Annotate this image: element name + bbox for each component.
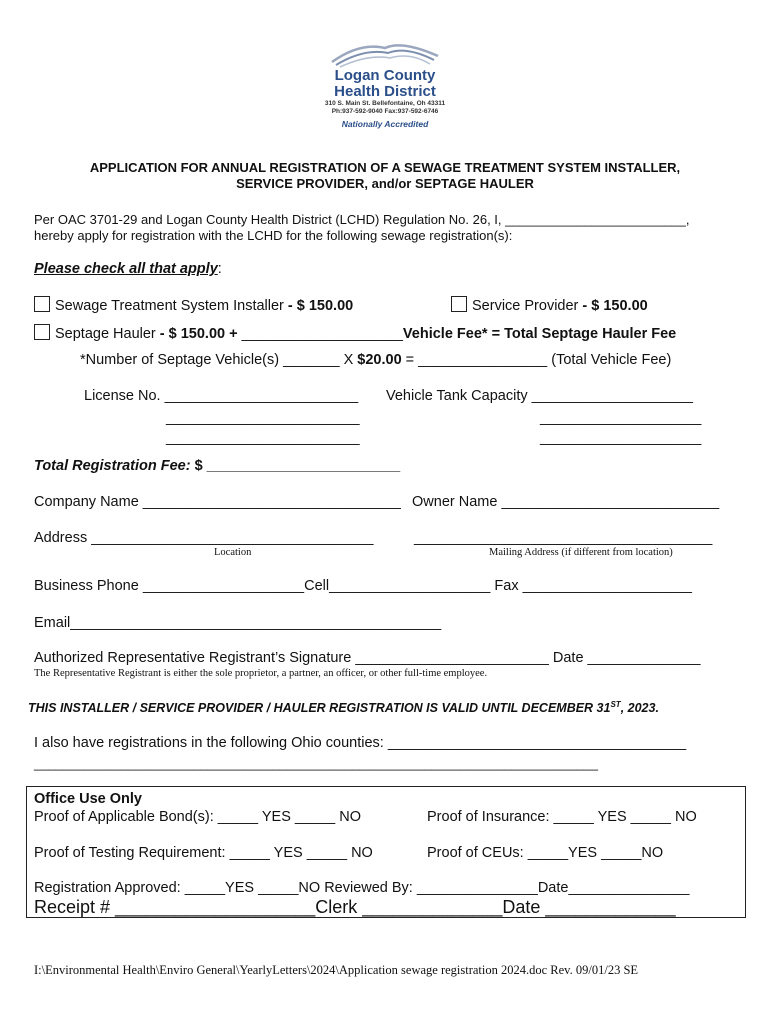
logo-address: 310 S. Main St. Bellefontaine, Oh 43311 bbox=[324, 100, 446, 107]
signature-note: The Representative Registrant is either the sole proprietor, a partner, an officer, or other full-time employee. bbox=[34, 668, 488, 679]
tank-capacity-field[interactable]: Vehicle Tank Capacity ____________________ bbox=[386, 388, 693, 404]
service-provider-option[interactable] bbox=[451, 296, 648, 314]
other-counties-field[interactable]: I also have registrations in the following Ohio counties: _____________________________________ bbox=[34, 735, 687, 751]
hauler-vehicle-fee-blank[interactable]: ____________________ bbox=[241, 326, 403, 342]
email-field[interactable]: Email______________________________________________ bbox=[34, 615, 442, 631]
other-counties-blank2[interactable]: ______________________________________________________________________________ bbox=[34, 756, 598, 771]
service-provider-fee: - $ 150.00 bbox=[578, 298, 648, 314]
tank-capacity-blank2[interactable]: ____________________ bbox=[540, 410, 702, 426]
logo-accreditation: Nationally Accredited bbox=[341, 119, 429, 129]
logo-name-line1: Logan County bbox=[334, 67, 436, 84]
registration-approved-field[interactable]: Registration Approved: _____YES _____NO Reviewed By: _______________Date_______________ bbox=[34, 880, 690, 896]
service-provider-checkbox[interactable] bbox=[451, 296, 467, 312]
form-title-line1: APPLICATION FOR ANNUAL REGISTRATION OF A SEWAGE TREATMENT SYSTEM INSTALLER, bbox=[89, 160, 681, 175]
owner-name-field[interactable]: Owner Name ___________________________ bbox=[412, 494, 720, 510]
location-caption: Location bbox=[214, 547, 252, 558]
proof-bond-field[interactable]: Proof of Applicable Bond(s): _____ YES _____ NO bbox=[34, 809, 362, 825]
vehicle-rate: $20.00 bbox=[357, 352, 402, 368]
mountain-logo-icon bbox=[330, 38, 440, 68]
company-name-field[interactable]: Company Name ________________________________ bbox=[34, 494, 401, 510]
form-title-line2: SERVICE PROVIDER, and/or SEPTAGE HAULER bbox=[236, 176, 534, 191]
total-registration-fee[interactable]: Total Registration Fee: $ ________________________ bbox=[34, 458, 401, 474]
logo-phone: Ph:937-592-9040 Fax:937-592-6746 bbox=[331, 108, 439, 115]
proof-ceus-field[interactable]: Proof of CEUs: _____YES _____NO bbox=[427, 845, 664, 861]
installer-option[interactable] bbox=[34, 296, 353, 314]
intro-line1: Per OAC 3701-29 and Logan County Health District (LCHD) Regulation No. 26, I, _________________________, bbox=[34, 212, 690, 227]
signature-field[interactable]: Authorized Representative Registrant’s Signature ________________________ Date ______________ bbox=[34, 650, 701, 666]
receipt-clerk-date-field[interactable]: Receipt # ____________________Clerk ______________Date _____________ bbox=[34, 897, 676, 917]
hauler-total-label: Vehicle Fee* = Total Septage Hauler Fee bbox=[402, 326, 677, 342]
installer-fee: - $ 150.00 bbox=[283, 298, 354, 314]
phone-cell-fax-fields[interactable]: Business Phone ____________________Cell____________________ Fax _____________________ bbox=[34, 578, 692, 594]
vehicle-count-line: *Number of Septage Vehicle(s) _______ X $20.00 = ________________ (Total Vehicle Fee) bbox=[80, 352, 672, 368]
license-number-field[interactable]: License No. ________________________ bbox=[84, 388, 359, 404]
address-field[interactable]: Address ___________________________________ bbox=[34, 530, 374, 546]
proof-testing-field[interactable]: Proof of Testing Requirement: _____ YES _____ NO bbox=[34, 845, 373, 861]
file-path-footer: I:\Environmental Health\Enviro General\YearlyLetters\2024\Application sewage registration 2024.doc Rev. 09/01/23 SE bbox=[34, 963, 639, 977]
check-heading: Please check all that apply: bbox=[34, 261, 222, 277]
mailing-address-caption: Mailing Address (if different from location) bbox=[489, 547, 673, 558]
hauler-checkbox[interactable] bbox=[34, 324, 50, 340]
installer-label: Sewage Treatment System Installer bbox=[55, 298, 284, 314]
license-number-blank3[interactable]: ________________________ bbox=[166, 430, 360, 446]
tank-capacity-blank3[interactable]: ____________________ bbox=[540, 430, 702, 446]
hauler-fee: - $ 150.00 + bbox=[155, 326, 242, 342]
validity-statement: THIS INSTALLER / SERVICE PROVIDER / HAULER REGISTRATION IS VALID UNTIL DECEMBER 31ST, 2023. bbox=[28, 700, 659, 716]
service-provider-label: Service Provider bbox=[472, 298, 579, 314]
health-district-logo bbox=[300, 38, 470, 128]
installer-checkbox[interactable] bbox=[34, 296, 50, 312]
license-number-blank2[interactable]: ________________________ bbox=[166, 410, 360, 426]
hauler-option[interactable] bbox=[34, 324, 676, 342]
office-use-heading: Office Use Only bbox=[34, 791, 142, 807]
logo-name-line2: Health District bbox=[334, 83, 436, 100]
proof-insurance-field[interactable]: Proof of Insurance: _____ YES _____ NO bbox=[427, 809, 697, 825]
hauler-label: Septage Hauler bbox=[55, 326, 156, 342]
mailing-address-field[interactable]: _____________________________________ bbox=[414, 530, 713, 546]
intro-line2: hereby apply for registration with the LCHD for the following sewage registration(s): bbox=[34, 228, 513, 243]
